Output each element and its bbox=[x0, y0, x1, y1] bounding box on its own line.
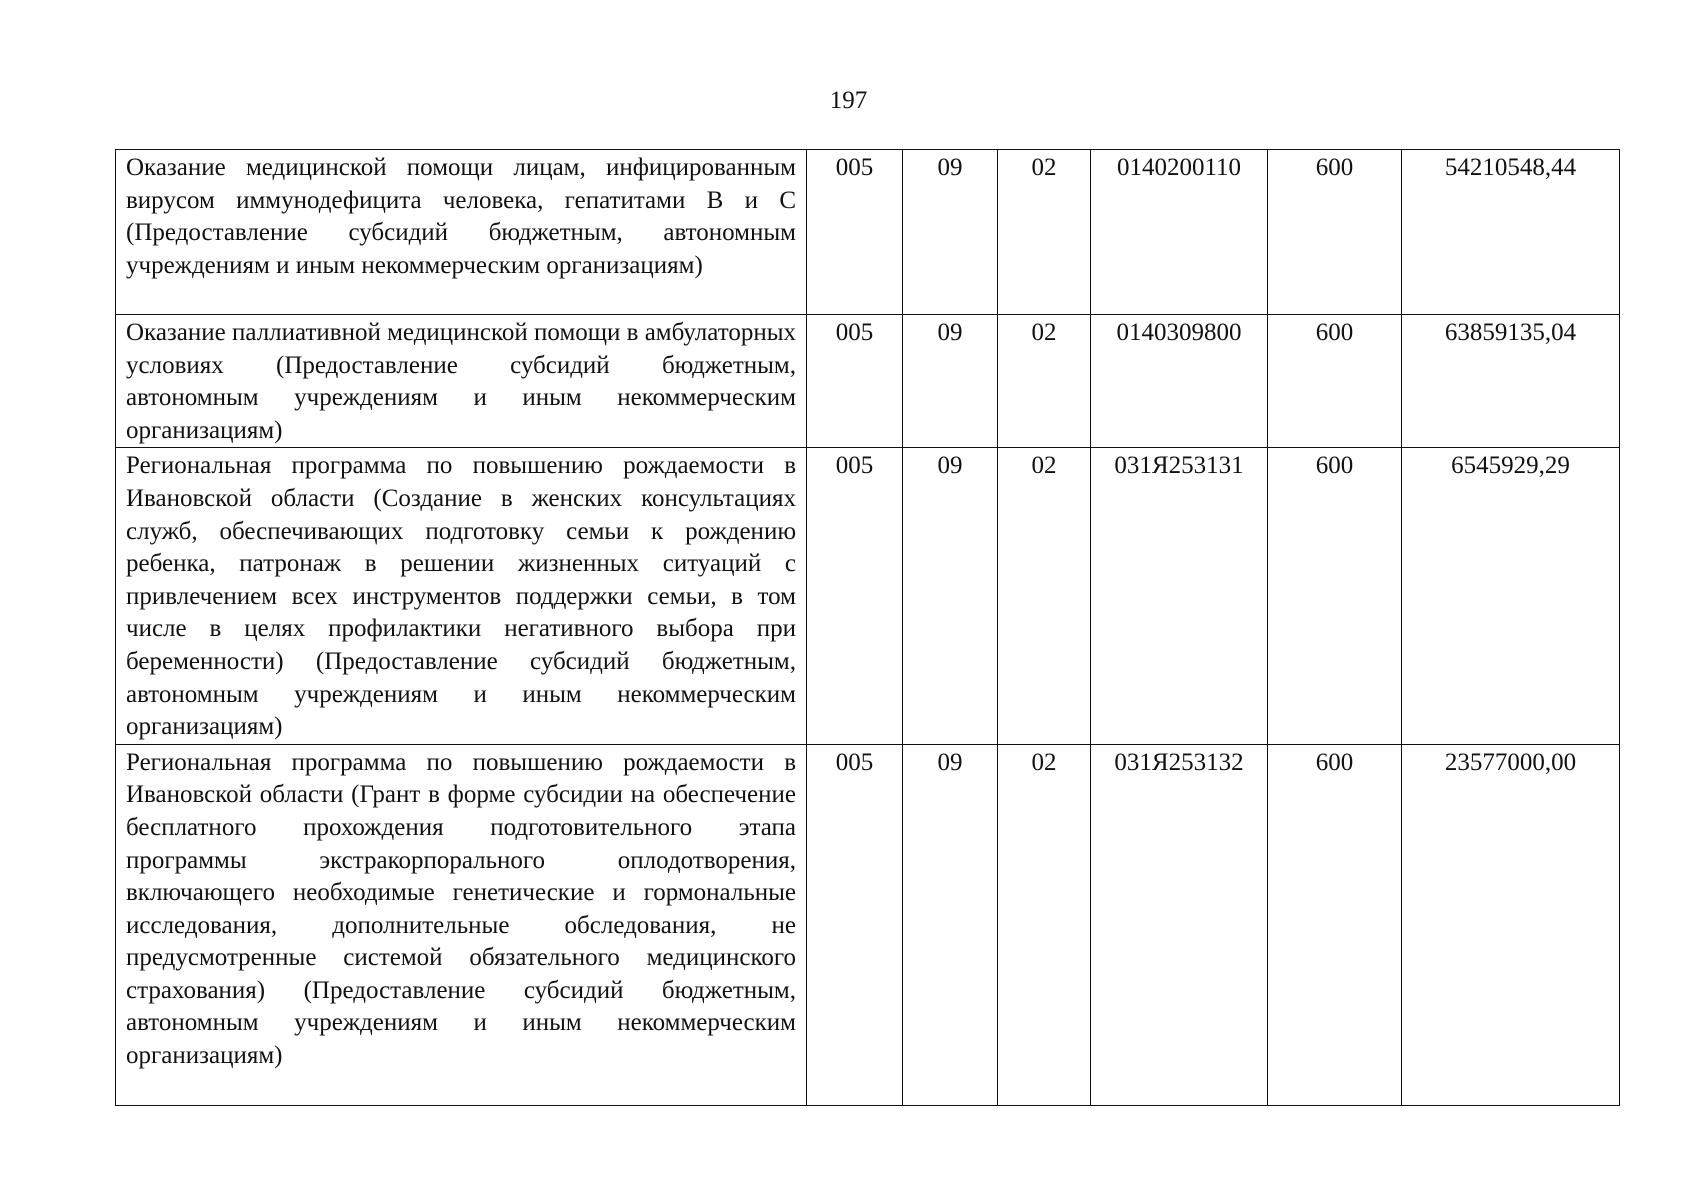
ministry-code: 005 bbox=[807, 150, 903, 315]
expense-type-code: 600 bbox=[1268, 448, 1402, 744]
target-article-code: 0140200110 bbox=[1091, 150, 1268, 315]
ministry-code: 005 bbox=[807, 315, 903, 448]
page-number: 197 bbox=[829, 87, 868, 114]
section-code: 09 bbox=[903, 315, 998, 448]
row-description: Оказание медицинской помощи лицам, инфицированным вирусом иммунодефицита человека, гепатитами В и С (Предоставление субсидий бюджетным, автономным учреждениям и иным некоммерческим организациям) bbox=[116, 150, 807, 315]
subsection-code: 02 bbox=[998, 448, 1091, 744]
row-description: Региональная программа по повышению рождаемости в Ивановской области (Грант в форме субсидии на обеспечение бесплатного прохождения подготовительного этапа программы экстракорпорального оплодотворения, включающего необходимые генетические и гормональные исследования, дополнительные обследования, не предусмотренные системой обязательного медицинского страхования) (Предоставление субсидий бюджетным, автономным учреждениям и иным некоммерческим организациям) bbox=[116, 744, 807, 1105]
section-code: 09 bbox=[903, 150, 998, 315]
table-row bbox=[116, 744, 1620, 1105]
budget-table bbox=[115, 149, 1620, 1106]
expense-type-code: 600 bbox=[1268, 315, 1402, 448]
section-code: 09 bbox=[903, 744, 998, 1105]
table-row bbox=[116, 315, 1620, 448]
expense-type-code: 600 bbox=[1268, 150, 1402, 315]
amount: 23577000,00 bbox=[1402, 744, 1620, 1105]
amount: 6545929,29 bbox=[1402, 448, 1620, 744]
target-article-code: 0140309800 bbox=[1091, 315, 1268, 448]
row-description: Оказание паллиативной медицинской помощи в амбулаторных условиях (Предоставление субсидий бюджетным, автономным учреждениям и иным некоммерческим организациям) bbox=[116, 315, 807, 448]
ministry-code: 005 bbox=[807, 448, 903, 744]
subsection-code: 02 bbox=[998, 744, 1091, 1105]
target-article-code: 031Я253131 bbox=[1091, 448, 1268, 744]
amount: 54210548,44 bbox=[1402, 150, 1620, 315]
row-description: Региональная программа по повышению рождаемости в Ивановской области (Создание в женских консультациях служб, обеспечивающих подготовку семьи к рождению ребенка, патронаж в решении жизненных ситуаций с привлечением всех инструментов поддержки семьи, в том числе в целях профилактики негативного выбора при беременности) (Предоставление субсидий бюджетным, автономным учреждениям и иным некоммерческим организациям) bbox=[116, 448, 807, 744]
table-row bbox=[116, 150, 1620, 315]
ministry-code: 005 bbox=[807, 744, 903, 1105]
amount: 63859135,04 bbox=[1402, 315, 1620, 448]
table-row bbox=[116, 448, 1620, 744]
expense-type-code: 600 bbox=[1268, 744, 1402, 1105]
subsection-code: 02 bbox=[998, 150, 1091, 315]
target-article-code: 031Я253132 bbox=[1091, 744, 1268, 1105]
section-code: 09 bbox=[903, 448, 998, 744]
subsection-code: 02 bbox=[998, 315, 1091, 448]
